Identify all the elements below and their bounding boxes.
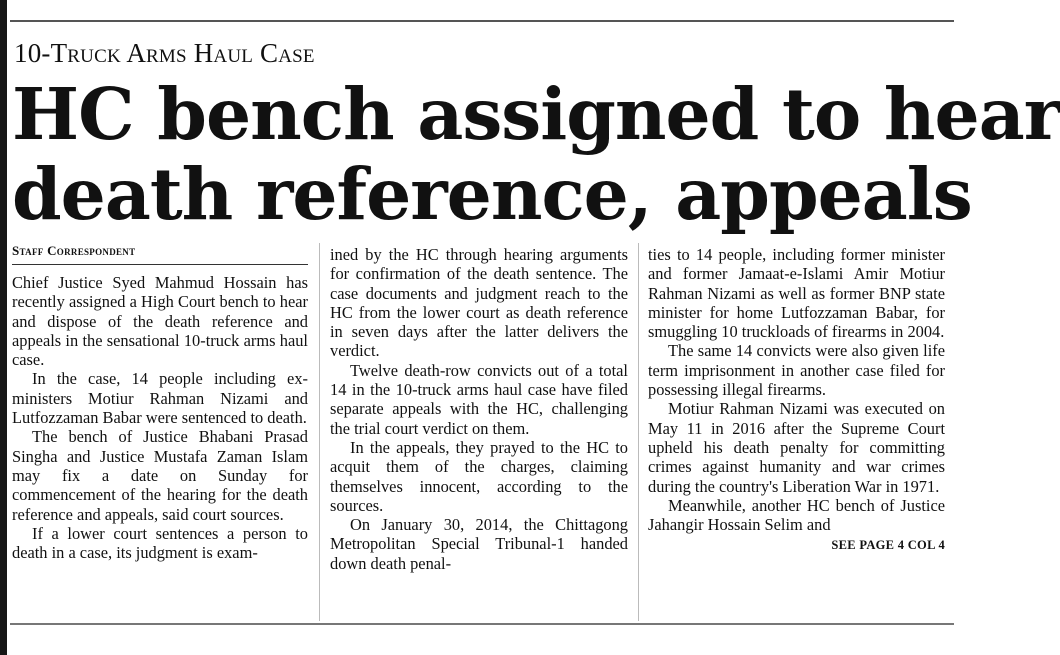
byline: Staff Correspondent bbox=[12, 242, 308, 265]
paragraph: The same 14 convicts were also given life term imprisonment in another case filed for possessing illegal firearms. bbox=[648, 341, 945, 400]
kicker: 10-Truck Arms Haul Case bbox=[14, 38, 315, 68]
bottom-rule bbox=[10, 623, 954, 625]
top-rule bbox=[10, 20, 954, 22]
paragraph: In the appeals, they prayed to the HC to acquit them of the charges, claiming themselves innocent, according to the sources. bbox=[330, 437, 628, 515]
headline-line-2: death reference, appeals bbox=[12, 152, 972, 236]
headline-line-1: HC bench assigned to hear bbox=[12, 72, 1060, 156]
article-column-3 bbox=[648, 245, 945, 556]
article-column-1 bbox=[12, 242, 308, 562]
paragraph: Chief Justice Syed Mahmud Hossain has recently assigned a High Court bench to hear and dispose of the death reference and appeals in the sensational 10-truck arms haul case. bbox=[12, 273, 308, 370]
paragraph: ined by the HC through hearing arguments for confirmation of the death sentence. The case documents and judgment reach to the HC from the lower court as death reference in seven days after the latter delivers the verdict. bbox=[330, 245, 628, 361]
article-column-2 bbox=[330, 245, 628, 573]
paragraph: In the case, 14 people including ex-ministers Motiur Rahman Nizami and Lutfozzaman Babar were sentenced to death. bbox=[12, 369, 308, 428]
column-divider bbox=[319, 243, 320, 621]
paragraph: The bench of Justice Bhabani Prasad Singha and Justice Mustafa Zaman Islam may fix a date on Sunday for commencement of the hearing for the death reference and appeals, said court sources. bbox=[12, 427, 308, 524]
headline bbox=[12, 72, 1060, 236]
paragraph: Motiur Rahman Nizami was executed on May 11 in 2016 after the Supreme Court upheld his death penalty for committing crimes against humanity and war crimes during the country's Liberation War in 1971. bbox=[648, 399, 945, 496]
paragraph: Meanwhile, another HC bench of Justice Jahangir Hossain Selim and bbox=[648, 495, 945, 535]
paragraph: On January 30, 2014, the Chittagong Metropolitan Special Tribunal-1 handed down death penal- bbox=[330, 515, 628, 573]
paragraph: If a lower court sentences a person to death in a case, its judgment is exam- bbox=[12, 523, 308, 563]
paragraph: ties to 14 people, including former minister and former Jamaat-e-Islami Amir Motiur Rahman Nizami as well as former BNP state minister for home Lutfozzaman Babar, for smuggling 10 truckloads of firearms in 2004. bbox=[648, 245, 945, 342]
column-divider bbox=[638, 243, 639, 621]
page-edge-bar bbox=[0, 0, 7, 655]
continued-on-page-link[interactable]: SEE PAGE 4 COL 4 bbox=[831, 538, 945, 553]
paragraph: Twelve death-row convicts out of a total 14 in the 10-truck arms haul case have filed separate appeals with the HC, challenging the trial court verdict on them. bbox=[330, 360, 628, 438]
